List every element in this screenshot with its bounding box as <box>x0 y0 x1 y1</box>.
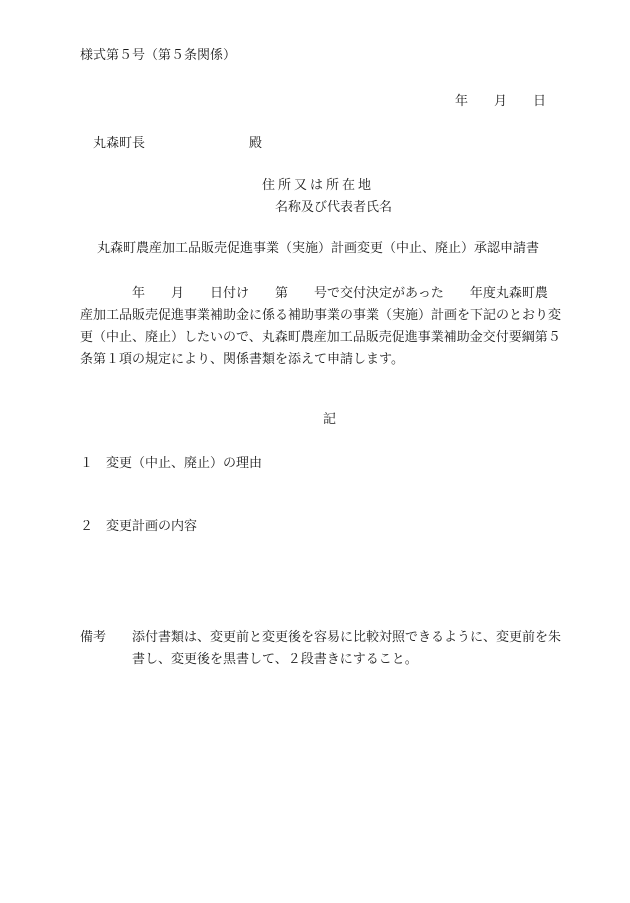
remarks-line: 書し、変更後を黒書して、２段書きにすること。 <box>80 652 418 667</box>
form-number: 様式第５号（第５条関係） <box>80 48 237 63</box>
item-change-plan: ２ 変更計画の内容 <box>80 519 198 534</box>
remarks-line: 備考 添付書類は、変更前と変更後を容易に比較対照できるように、変更前を朱 <box>80 630 562 645</box>
item-change-reason: １ 変更（中止、廃止）の理由 <box>80 456 263 471</box>
body-line: 更（中止、廃止）したいので、丸森町農産加工品販売促進事業補助金交付要綱第５ <box>80 330 561 345</box>
body-line: 年 月 日付け 第 号で交付決定があった 年度丸森町農 <box>80 286 548 301</box>
sender-address-label: 住所又は所在地 <box>262 178 375 193</box>
document-title: 丸森町農産加工品販売促進事業（実施）計画変更（中止、廃止）承認申請書 <box>97 241 540 256</box>
sender-name-label: 名称及び代表者氏名 <box>275 200 393 215</box>
body-paragraph <box>80 283 600 371</box>
body-line: 条第１項の規定により、関係書類を添えて申請します。 <box>80 352 404 367</box>
remarks <box>80 627 600 671</box>
body-line: 産加工品販売促進事業補助金に係る補助事業の事業（実施）計画を下記のとおり変 <box>80 308 562 323</box>
ki-heading: 記 <box>323 412 337 427</box>
addressee: 丸森町長 殿 <box>93 136 263 151</box>
date-line: 年 月 日 <box>455 94 547 109</box>
